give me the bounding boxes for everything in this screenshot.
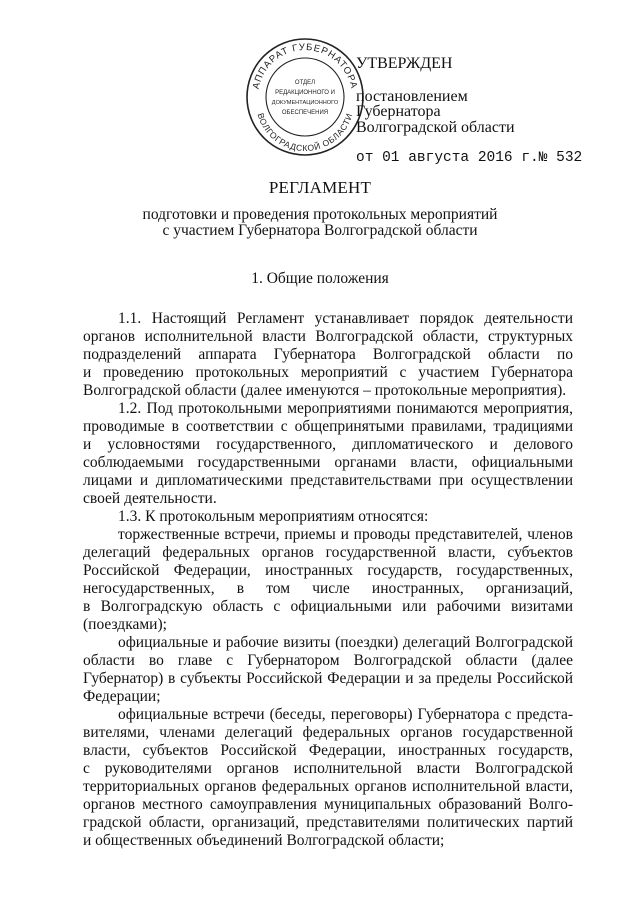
seal-center-line: ОБЕСПЕЧЕНИЯ [281,110,329,116]
official-seal-stamp [244,36,366,158]
body-line: 1.1. Настоящий Регламент устанавливает порядок деятельности [118,310,573,327]
body-line: лицами и дипломатическими представительствами при осуществлении [83,472,573,489]
seal-ring-top-text: АППАРАТ ГУБЕРНАТОРА [250,41,360,91]
body-line: Российской Федерации, иностранных государств, государственных, [83,562,573,579]
body-line: делегаций федеральных органов государственной власти, субъектов [83,544,573,561]
body-line: вителями, членами делегаций федеральных органов государственной [83,724,573,741]
body-line: официальные и рабочие визиты (поездки) делегаций Волгоградской [118,634,573,651]
body-line: и общественных объединений Волгоградской области; [83,832,445,849]
body-line: подразделений аппарата Губернатора Волгоградской области по [83,346,573,363]
body-line: и проведению протокольных мероприятий с участием Губернатора [83,364,573,381]
body-line: территориальных органов федеральных органов исполнительной власти, [83,778,573,795]
body-line: органов исполнительной власти Волгоградской области, структурных [83,328,573,345]
seal-icon [244,36,366,158]
approval-date-line: от 01 августа 2016 г.№ 532 [356,150,583,166]
approval-line: постановлением [356,88,468,105]
body-line: Волгоградской области (далее именуются – протокольные мероприятия). [83,382,567,399]
body-line: 1.2. Под протокольными мероприятиями понимаются мероприятия, [118,400,573,417]
svg-text:ВОЛГОГРАДСКОЙ ОБЛАСТИ [256,112,355,153]
approval-line: Губернатора [356,103,441,120]
body-line: 1.3. К протокольным мероприятиям относятся: [118,508,429,525]
body-line: в Волгоградскую область с официальными или рабочими визитами [83,598,573,615]
seal-center-line: ДОКУМЕНТАЦИОННОГО [271,100,339,106]
document-subtitle-line: подготовки и проведения протокольных мероприятий [142,206,498,223]
body-line: официальные встречи (беседы, переговоры) Губернатора с предста- [118,706,573,723]
section-heading: 1. Общие положения [251,270,389,287]
document-subtitle-line: с участием Губернатора Волгоградской области [162,222,478,239]
body-line: Федерации; [83,688,161,705]
body-line: негосударственных, в том числе иностранных, организаций, [83,580,573,597]
seal-center-line: РЕДАКЦИОННОГО И [275,90,335,96]
body-line: градской области, организаций, представителями политических партий [83,814,573,831]
approval-title: УТВЕРЖДЕН [356,55,453,72]
seal-ring-bottom-text: ВОЛГОГРАДСКОЙ ОБЛАСТИ [255,111,355,154]
body-line: власти, субъектов Российской Федерации, иностранных государств, [83,742,573,759]
body-line: и условностями государственного, дипломатического и делового [83,436,573,453]
document-title: РЕГЛАМЕНТ [268,178,372,197]
approval-line: Волгоградской области [356,119,515,136]
body-line: торжественные встречи, приемы и проводы представителей, членов [118,526,573,543]
body-line: соблюдаемыми государственными органами власти, официальными [83,454,573,471]
body-line: органов местного самоуправления муниципальных образований Волго- [83,796,573,813]
body-line: (поездками); [83,616,167,633]
body-line: области во главе с Губернатором Волгоградской области (далее [83,652,573,669]
body-line: с руководителями органов исполнительной власти Волгоградской [83,760,573,777]
body-line: проводимые в соответствии с общепринятыми правилами, традициями [83,418,573,435]
body-line: Губернатор) в субъекты Российской Федерации и за пределы Российской [83,670,573,687]
seal-center-line: ОТДЕЛ [294,80,316,86]
body-line: своей деятельности. [83,490,217,507]
